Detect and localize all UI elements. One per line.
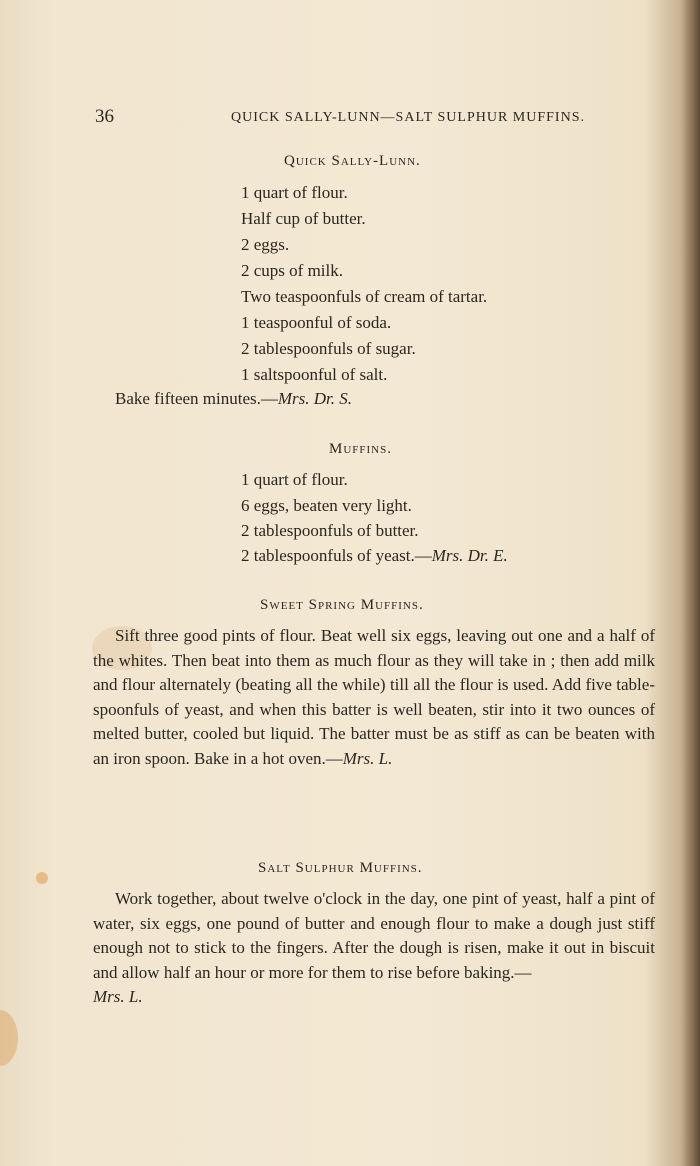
recipe-title-sweet-spring-muffins: Sweet Spring Muffins. [260,597,424,613]
attribution: Mrs. L. [93,987,143,1007]
ingredient-line [241,546,508,566]
ingredient-line: Half cup of butter. [241,209,366,228]
ingredient-line: 2 tablespoonfuls of sugar. [241,339,416,358]
page-number: 36 [95,106,114,127]
attribution: Mrs. L. [342,748,393,768]
recipe-paragraph [93,624,655,772]
ingredient-line: 6 eggs, beaten very light. [241,496,412,515]
paper-stain [36,872,48,884]
recipe-title-quick-sally-lunn: Quick Sally-Lunn. [284,153,421,169]
page-header [95,106,585,128]
ingredient-line: 2 tablespoonfuls of butter. [241,521,419,540]
attribution: Mrs. Dr. S. [277,389,353,408]
running-head: QUICK SALLY-LUNN—SALT SULPHUR MUFFINS. [231,110,585,125]
recipe-title-muffins: Muffins. [329,441,392,457]
ingredient-text: 2 tablespoonfuls of yeast.— [241,546,432,565]
page-edge-shadow [682,0,700,1166]
ingredient-line: 1 quart of flour. [241,470,348,489]
ingredient-line: 1 saltspoonful of salt. [241,365,388,384]
paragraph-text: Work together, about twelve o'clock in the day, one pint of yeast, half a pint of water, six eggs, one pound of butter and enough flour to make a dough just stiff enough not to stick to the fingers. After the dough is risen, make it out in biscuit and allow half an hour or more for them to rise before baking.— [93,889,655,982]
recipe-title-salt-sulphur-muffins: Salt Sulphur Muffins. [258,860,423,876]
ingredient-line: 1 teaspoonful of soda. [241,313,392,332]
ingredient-line: Two teaspoonfuls of cream of tartar. [241,287,488,306]
attribution: Mrs. Dr. E. [431,546,508,565]
ingredient-line: 2 cups of milk. [241,261,343,280]
paper-stain [0,1010,18,1066]
recipe-paragraph [93,887,655,1010]
ingredient-line: 2 eggs. [241,235,290,254]
ingredient-line: 1 quart of flour. [241,183,348,202]
paragraph-text: Sift three good pints of flour. Beat well six eggs, leaving out one and a half of the whites. Then beat into them as much flour as they will take in ; then add milk and flour alternately (beating all the while) till all the flour is used. Add five table-spoonfuls of yeast, and when this batter is well beaten, stir into it two ounces of melted butter, cooled but liquid. The batter must be as stiff as can be beaten with an iron spoon. Bake in a hot oven.— [93,626,655,768]
instruction-line [115,389,352,409]
instruction-text: Bake fifteen minutes.— [115,389,278,408]
